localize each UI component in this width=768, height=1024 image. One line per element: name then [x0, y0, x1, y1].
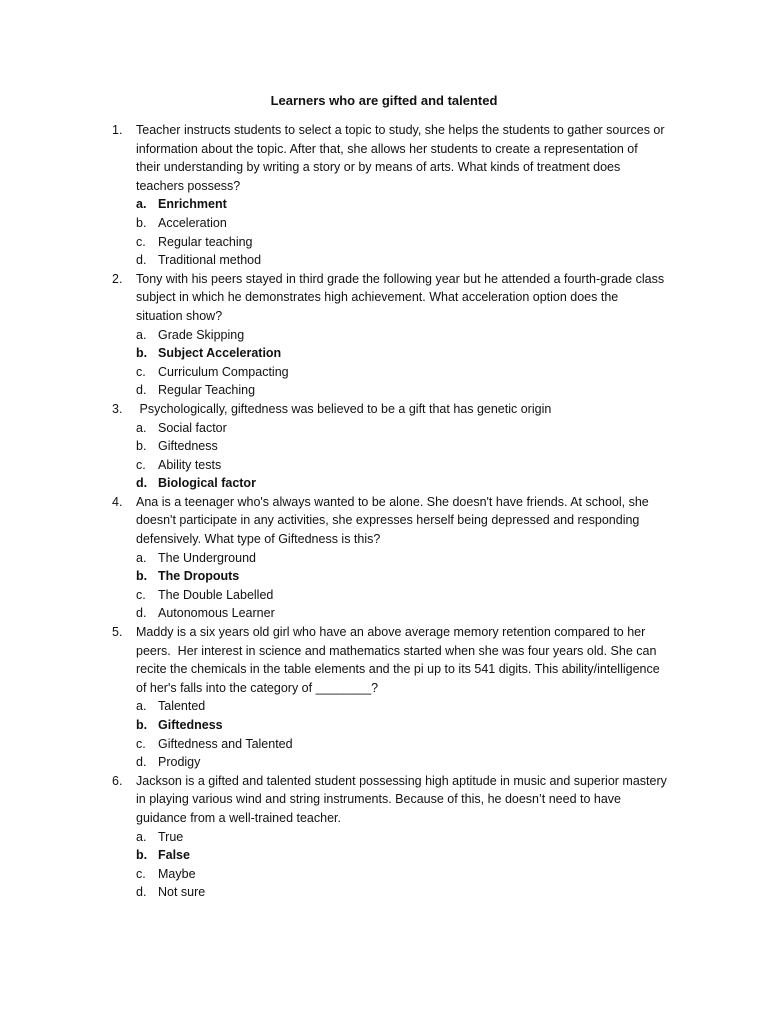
option-text: False	[158, 848, 190, 863]
question-text: Maddy is a six years old girl who have an above average memory retention compared to her peers. Her interest in science and mathematics started when she was four years old. She can recite the chemicals in the table elements and the pi up to its 541 digits. This ability/intelligence of her's falls into the category of ________?	[136, 625, 660, 695]
question-item	[112, 493, 692, 623]
option-text: Grade Skipping	[158, 327, 245, 342]
option-text: Regular teaching	[158, 234, 253, 249]
option-letter: d.	[136, 476, 148, 491]
question-number: 5.	[112, 625, 123, 640]
question-number: 2.	[112, 271, 123, 286]
option-letter: a.	[136, 197, 147, 212]
answer-option	[136, 828, 692, 847]
option-text: Social factor	[158, 420, 227, 435]
answer-option	[136, 195, 692, 214]
option-letter: b.	[136, 718, 148, 732]
option-letter: b.	[136, 848, 148, 863]
option-letter: c.	[136, 234, 146, 249]
option-letter: a.	[136, 420, 147, 435]
question-text: Teacher instructs students to select a topic to study, she helps the students to gather sources or information about the topic. After that, she allows her students to create a representation of their understanding by writing a story or by means of arts. What kinds of treatment does teachers possess?	[136, 123, 665, 193]
answer-option	[136, 474, 692, 493]
option-text: Autonomous Learner	[158, 606, 275, 621]
question-item	[112, 400, 692, 493]
option-text: The Underground	[158, 550, 256, 565]
answer-option	[136, 456, 692, 475]
option-letter: b.	[136, 439, 147, 454]
option-text: Traditional method	[158, 253, 262, 268]
option-text: Regular Teaching	[158, 383, 256, 398]
answer-option	[136, 437, 692, 456]
question-number: 4.	[112, 494, 123, 509]
answer-option	[136, 716, 692, 735]
option-text: Giftedness	[158, 439, 218, 454]
option-letter: d.	[136, 606, 147, 621]
option-text: Enrichment	[158, 197, 227, 212]
option-letter: a.	[136, 829, 147, 844]
question-text: Jackson is a gifted and talented student possessing high aptitude in music and superior mastery in playing various wind and string instruments. Because of this, he doesn’t need to have guidance from a well-trained teacher.	[136, 773, 667, 825]
option-letter: b.	[136, 569, 148, 584]
answer-option	[136, 697, 692, 716]
option-letter: b.	[136, 346, 148, 361]
option-letter: a.	[136, 550, 147, 565]
question-text: Psychologically, giftedness was believed to be a gift that has genetic origin	[136, 401, 552, 416]
answer-option	[136, 251, 692, 270]
answer-option	[136, 567, 692, 586]
option-text: Talented	[158, 699, 206, 714]
answer-option	[136, 604, 692, 623]
option-text: Curriculum Compacting	[158, 364, 289, 379]
page-title: Learners who are gifted and talented	[270, 93, 498, 108]
option-text: Subject Acceleration	[158, 346, 282, 361]
option-text: Not sure	[158, 885, 206, 900]
option-text: True	[158, 829, 184, 844]
option-text: The Double Labelled	[158, 587, 274, 602]
option-letter: d.	[136, 253, 147, 268]
answer-option	[136, 846, 692, 865]
answer-option	[136, 753, 692, 772]
question-item	[112, 772, 692, 902]
answer-option	[136, 883, 692, 902]
question-text: Tony with his peers stayed in third grade the following year but he attended a fourth-grade class subject in which he demonstrates high achievement. What acceleration option does the situation show?	[136, 271, 665, 323]
option-letter: c.	[136, 736, 146, 751]
answer-option	[136, 233, 692, 252]
answer-option	[136, 586, 692, 605]
option-text: The Dropouts	[158, 569, 240, 584]
answer-option	[136, 381, 692, 400]
answer-option	[136, 344, 692, 363]
option-letter: d.	[136, 383, 147, 398]
question-number: 6.	[112, 773, 123, 788]
option-text: Giftedness and Talented	[158, 736, 293, 751]
answer-option	[136, 735, 692, 754]
answer-option	[136, 549, 692, 568]
option-letter: c.	[136, 866, 146, 881]
question-number: 1.	[112, 123, 123, 137]
question-number: 3.	[112, 401, 123, 416]
question-item	[112, 121, 692, 270]
answer-option	[136, 214, 692, 233]
option-text: Maybe	[158, 866, 196, 881]
question-item	[112, 270, 692, 400]
option-text: Acceleration	[158, 215, 227, 230]
option-text: Prodigy	[158, 755, 201, 770]
option-letter: d.	[136, 755, 147, 770]
answer-option	[136, 326, 692, 345]
question-item	[112, 623, 692, 772]
answer-option	[136, 419, 692, 438]
option-letter: c.	[136, 364, 146, 379]
option-letter: a.	[136, 327, 147, 342]
option-letter: a.	[136, 699, 147, 714]
answer-option	[136, 363, 692, 382]
option-text: Giftedness	[158, 718, 223, 732]
option-letter: b.	[136, 215, 147, 230]
answer-option	[136, 865, 692, 884]
question-text: Ana is a teenager who's always wanted to be alone. She doesn't have friends. At school, she doesn't participate in any activities, she expresses herself being depressed and responding defensively. What type of Giftedness is this?	[136, 494, 649, 547]
option-letter: c.	[136, 457, 146, 472]
option-letter: c.	[136, 587, 146, 602]
option-text: Biological factor	[158, 476, 256, 491]
question-list	[112, 121, 692, 902]
option-letter: d.	[136, 885, 147, 900]
option-text: Ability tests	[158, 457, 222, 472]
